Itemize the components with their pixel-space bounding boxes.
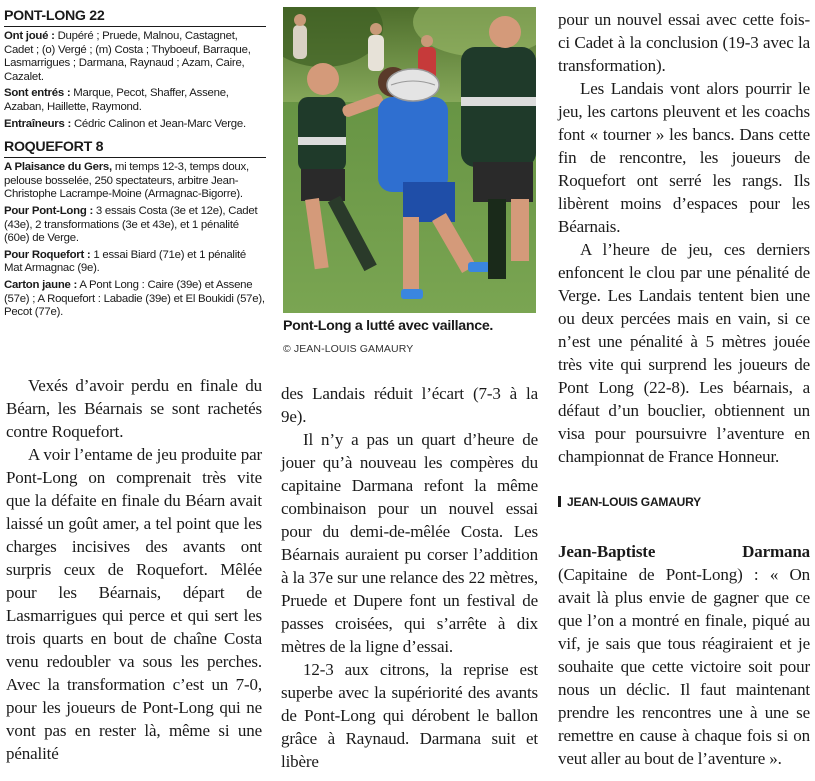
home-team-rule (4, 26, 266, 27)
home-scorers (4, 205, 266, 246)
article-paragraph: 12-3 aux citrons, la reprise est superbe avec la supériorité des avants de Pont-Long qui dérobent le ballon grâce à Raynaud. Darmana suit et libère (281, 660, 538, 771)
speaker-last-name: Darmana (742, 542, 810, 561)
article-column-3 (558, 8, 810, 468)
home-subs-label: Sont entrés : (4, 87, 71, 100)
home-scorers-text: 3 essais Costa (3e et 12e), Cadet (43e), 2 transformations (3e et 43e), et 1 pénalité (60e) de Verge. (4, 204, 258, 245)
home-subs-text: Marque, Pecot, Shaffer, Assene, Azaban, Haillette, Raymond. (4, 87, 229, 113)
yellow-cards-text: A Pont Long : Caire (39e) et Assene (57e) ; A Roquefort : Labadie (39e) et El Boukidi (57e), Pecot (77e). (4, 278, 265, 319)
venue-label: A Plaisance du Gers, (4, 161, 112, 174)
author-name: JEAN-LOUIS GAMAURY (567, 495, 701, 509)
home-coaches-label: Entraîneurs : (4, 117, 72, 130)
home-lineup-text: Dupéré ; Pruede, Malnou, Castagnet, Cadet ; (o) Vergé ; (m) Costa ; Thyboeuf, Barraque, Lasmarrigues ; Darmana, Raynaud ; Azam, Caire, Cazalet. (4, 30, 251, 83)
spectator (368, 35, 384, 71)
article-paragraph: A voir l’entame de jeu produite par Pont-Long on comprenait très vite que la défaite en finale du Béarn avait laissé un goût amer, a tel point que les charges incisives des avants ont surpris ceux de Roquefort. Mêlée pour les Béarnais, départ de Lasmarrigues qui perce et qui sert les trois quarts en bout de chaîne Costa venu redoubler va sous les perches. Avec la transformation c’est un 7-0, pour les joueurs de Pont-Long qui ne vont pas en rester là, même si une pénalité (6, 445, 262, 763)
away-scorers (4, 249, 266, 276)
rugby-ball (387, 69, 439, 101)
article-paragraph: des Landais réduit l’écart (7-3 à la 9e). (281, 384, 538, 426)
article-paragraph: Vexés d’avoir perdu en finale du Béarn, les Béarnais se sont rachetés contre Roquefort. (6, 376, 262, 441)
article-column-1 (6, 374, 262, 765)
article-paragraph: pour un nouvel essai avec cette fois-ci Cadet à la conclusion (19-3 avec la transformation). (558, 10, 810, 75)
article-author (558, 494, 810, 510)
captain-interview (558, 540, 810, 770)
author-bar (558, 496, 561, 507)
away-scorers-label: Pour Roquefort : (4, 248, 91, 261)
home-team-score: PONT-LONG 22 (4, 8, 105, 24)
photo-caption: Pont-Long a lutté avec vaillance. (283, 318, 494, 334)
rugby-action-photo (283, 7, 536, 313)
interview-speaker (558, 540, 810, 563)
rugby-photo-illustration (283, 7, 536, 313)
away-scorers-text: 1 essai Biard (71e) et 1 pénalité Mat Armagnac (9e). (4, 248, 246, 275)
speaker-role: (Capitaine de Pont-Long) : (558, 565, 759, 584)
yellow-cards (4, 279, 266, 320)
yellow-cards-label: Carton jaune : (4, 278, 78, 291)
away-team-score: ROQUEFORT 8 (4, 139, 104, 156)
photo-credit: © JEAN-LOUIS GAMAURY (283, 343, 414, 355)
match-stats-box (4, 8, 266, 346)
venue-text: mi temps 12-3, temps doux, pelouse bosselée, 250 spectateurs, arbitre Jean-Christophe Lacrampe-Moine (Armagnac-Bigorre). (4, 161, 249, 201)
article-paragraph: Les Landais vont alors pourrir le jeu, les cartons pleuvent et les coachs font « tourner » les bancs. Dans cette fin de rencontre, les joueurs de Roquefort ont serré les rangs. Ils libèrent moins d’espaces pour les Béarnais. (558, 79, 810, 236)
interview-quote: « On avait là plus envie de gagner que ce que l’on a montré en finale, piqué au vif, je sais que tous réagiraient et je souhaite que cette victoire soit pour nous un déclic. Il faut maintenant prendre les rencontres une à une se remettre en cause à chaque fois si on veut aller au bout de l’aventure ». (558, 565, 810, 768)
article-paragraph: A l’heure de jeu, ces derniers enfoncent le clou par une pénalité de Verge. Les Landais tentent bien une ou deux percées mais en vain, si ce n’est une pénalité à 5 mètres jouée très vite qui surprend les joueurs de Pont Long (22-8). Les béarnais, a défaut d’un bouclier, obtiennent un visa pour poursuivre l’aventure en championnat de France Honneur. (558, 240, 810, 466)
home-lineup (4, 30, 266, 84)
spectator (293, 25, 307, 59)
home-coaches (4, 118, 266, 132)
home-coaches-text: Cédric Calinon et Jean-Marc Verge. (73, 117, 246, 130)
away-team-rule (4, 157, 266, 158)
speaker-first-name: Jean-Baptiste (558, 542, 656, 561)
home-lineup-label: Ont joué : (4, 30, 55, 42)
home-substitutes (4, 87, 266, 114)
article-paragraph: Il n’y a pas un quart d’heure de jouer qu’à nouveau les compères du capitaine Darmana refont la même combinaison pour un nouvel essai pour du demi-de-mêlée Costa. Les Béarnais auraient pu corser l’addition à la 37e sur une relance des 22 mètres, Pruede et Dupere font un festival de passes croisées, qui s’arrête à dix mètres de la ligne d’essai. (281, 430, 538, 656)
match-venue (4, 161, 266, 202)
home-scorers-label: Pour Pont-Long : (4, 204, 93, 217)
article-column-2 (281, 382, 538, 773)
